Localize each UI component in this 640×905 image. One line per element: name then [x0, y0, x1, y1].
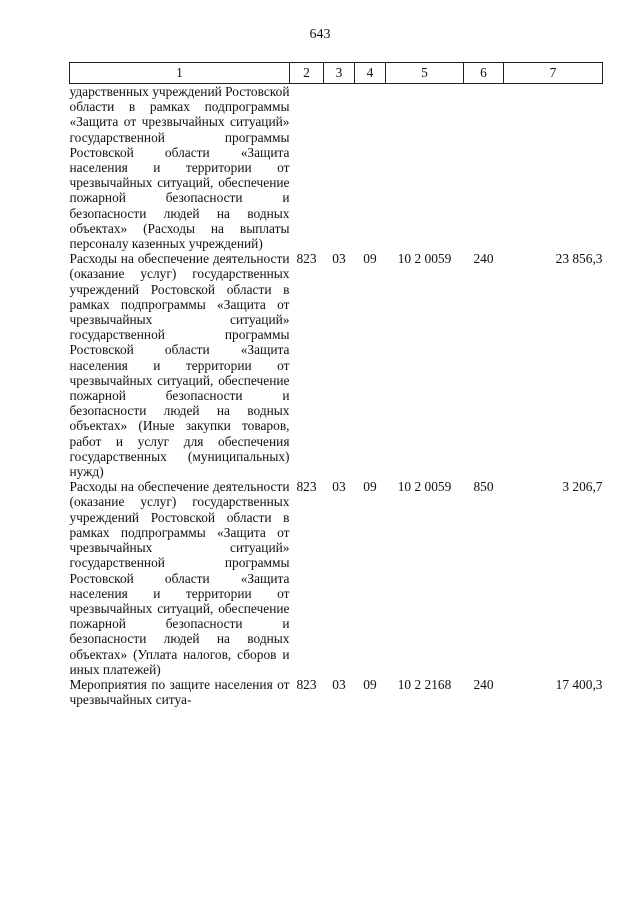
- row-amount: 23 856,3: [555, 251, 603, 267]
- row-ministry: 823: [296, 479, 317, 495]
- row-amount: 3 206,7: [562, 479, 603, 495]
- row-section: 03: [332, 479, 346, 495]
- row-description: Расходы на обеспечение деятельности (оказание услуг) государственных учреждений Ростовской области в рамках подпрограммы «Защита от чрезвычайных ситуаций» государственной программы Ростовской области «Защита населения и территории от чрезвычайных ситуаций, обеспечение пожарной безопасности и безопасности людей на водных объектах» (Уплата налогов, сборов и иных платежей): [69, 479, 290, 677]
- column-header-subsection: 4: [355, 63, 386, 84]
- row-section: [324, 84, 355, 252]
- row-section: 03: [332, 251, 346, 267]
- column-header-ministry: 2: [290, 63, 324, 84]
- column-header-target-article: 5: [386, 63, 464, 84]
- row-subsection: 09: [363, 676, 377, 692]
- row-target-article: 10 2 0059: [397, 479, 452, 495]
- row-amount: [504, 84, 603, 252]
- table-row: [70, 677, 603, 707]
- row-subsection: 09: [363, 479, 377, 495]
- column-header-amount: 7: [504, 63, 603, 84]
- column-header-section: 3: [324, 63, 355, 84]
- table-row: [70, 479, 603, 677]
- table-header-row: [70, 63, 603, 84]
- row-description: ударственных учреждений Ростовской области в рамках подпрограммы «Защита от чрезвычайных ситуаций» государственной программы Ростовской области «Защита населения и территории от чрезвычайных ситуаций, обеспечение пожарной безопасности и безопасности людей на водных объектах» (Расходы на выплаты персоналу казенных учреждений): [69, 84, 290, 252]
- row-target-article: [386, 84, 464, 252]
- budget-table: [69, 62, 603, 707]
- row-expense-type: 240: [473, 676, 494, 692]
- row-ministry: [290, 84, 324, 252]
- row-target-article: 10 2 0059: [397, 251, 452, 267]
- row-amount: 17 400,3: [555, 676, 603, 692]
- column-header-expense-type: 6: [464, 63, 504, 84]
- table-row: [70, 251, 603, 479]
- page-number: 643: [309, 27, 331, 42]
- row-ministry: 823: [296, 676, 317, 692]
- row-expense-type: 850: [473, 479, 494, 495]
- row-expense-type: 240: [473, 251, 494, 267]
- row-ministry: 823: [296, 251, 317, 267]
- row-description: Мероприятия по защите населения от чрезвычайных ситуа-: [69, 676, 290, 708]
- table-row: [70, 84, 603, 252]
- row-description: Расходы на обеспечение деятельности (оказание услуг) государственных учреждений Ростовской области в рамках подпрограммы «Защита от чрезвычайных ситуаций» государственной программы Ростовской области «Защита населения и территории от чрезвычайных ситуаций, обеспечение пожарной безопасности и безопасности людей на водных объектах» (Иные закупки товаров, работ и услуг для обеспечения государственных (муниципальных) нужд): [69, 251, 290, 480]
- column-header-description: 1: [70, 63, 290, 84]
- row-subsection: 09: [363, 251, 377, 267]
- row-section: 03: [332, 676, 346, 692]
- row-expense-type: [464, 84, 504, 252]
- row-subsection: [355, 84, 386, 252]
- row-target-article: 10 2 2168: [397, 676, 452, 692]
